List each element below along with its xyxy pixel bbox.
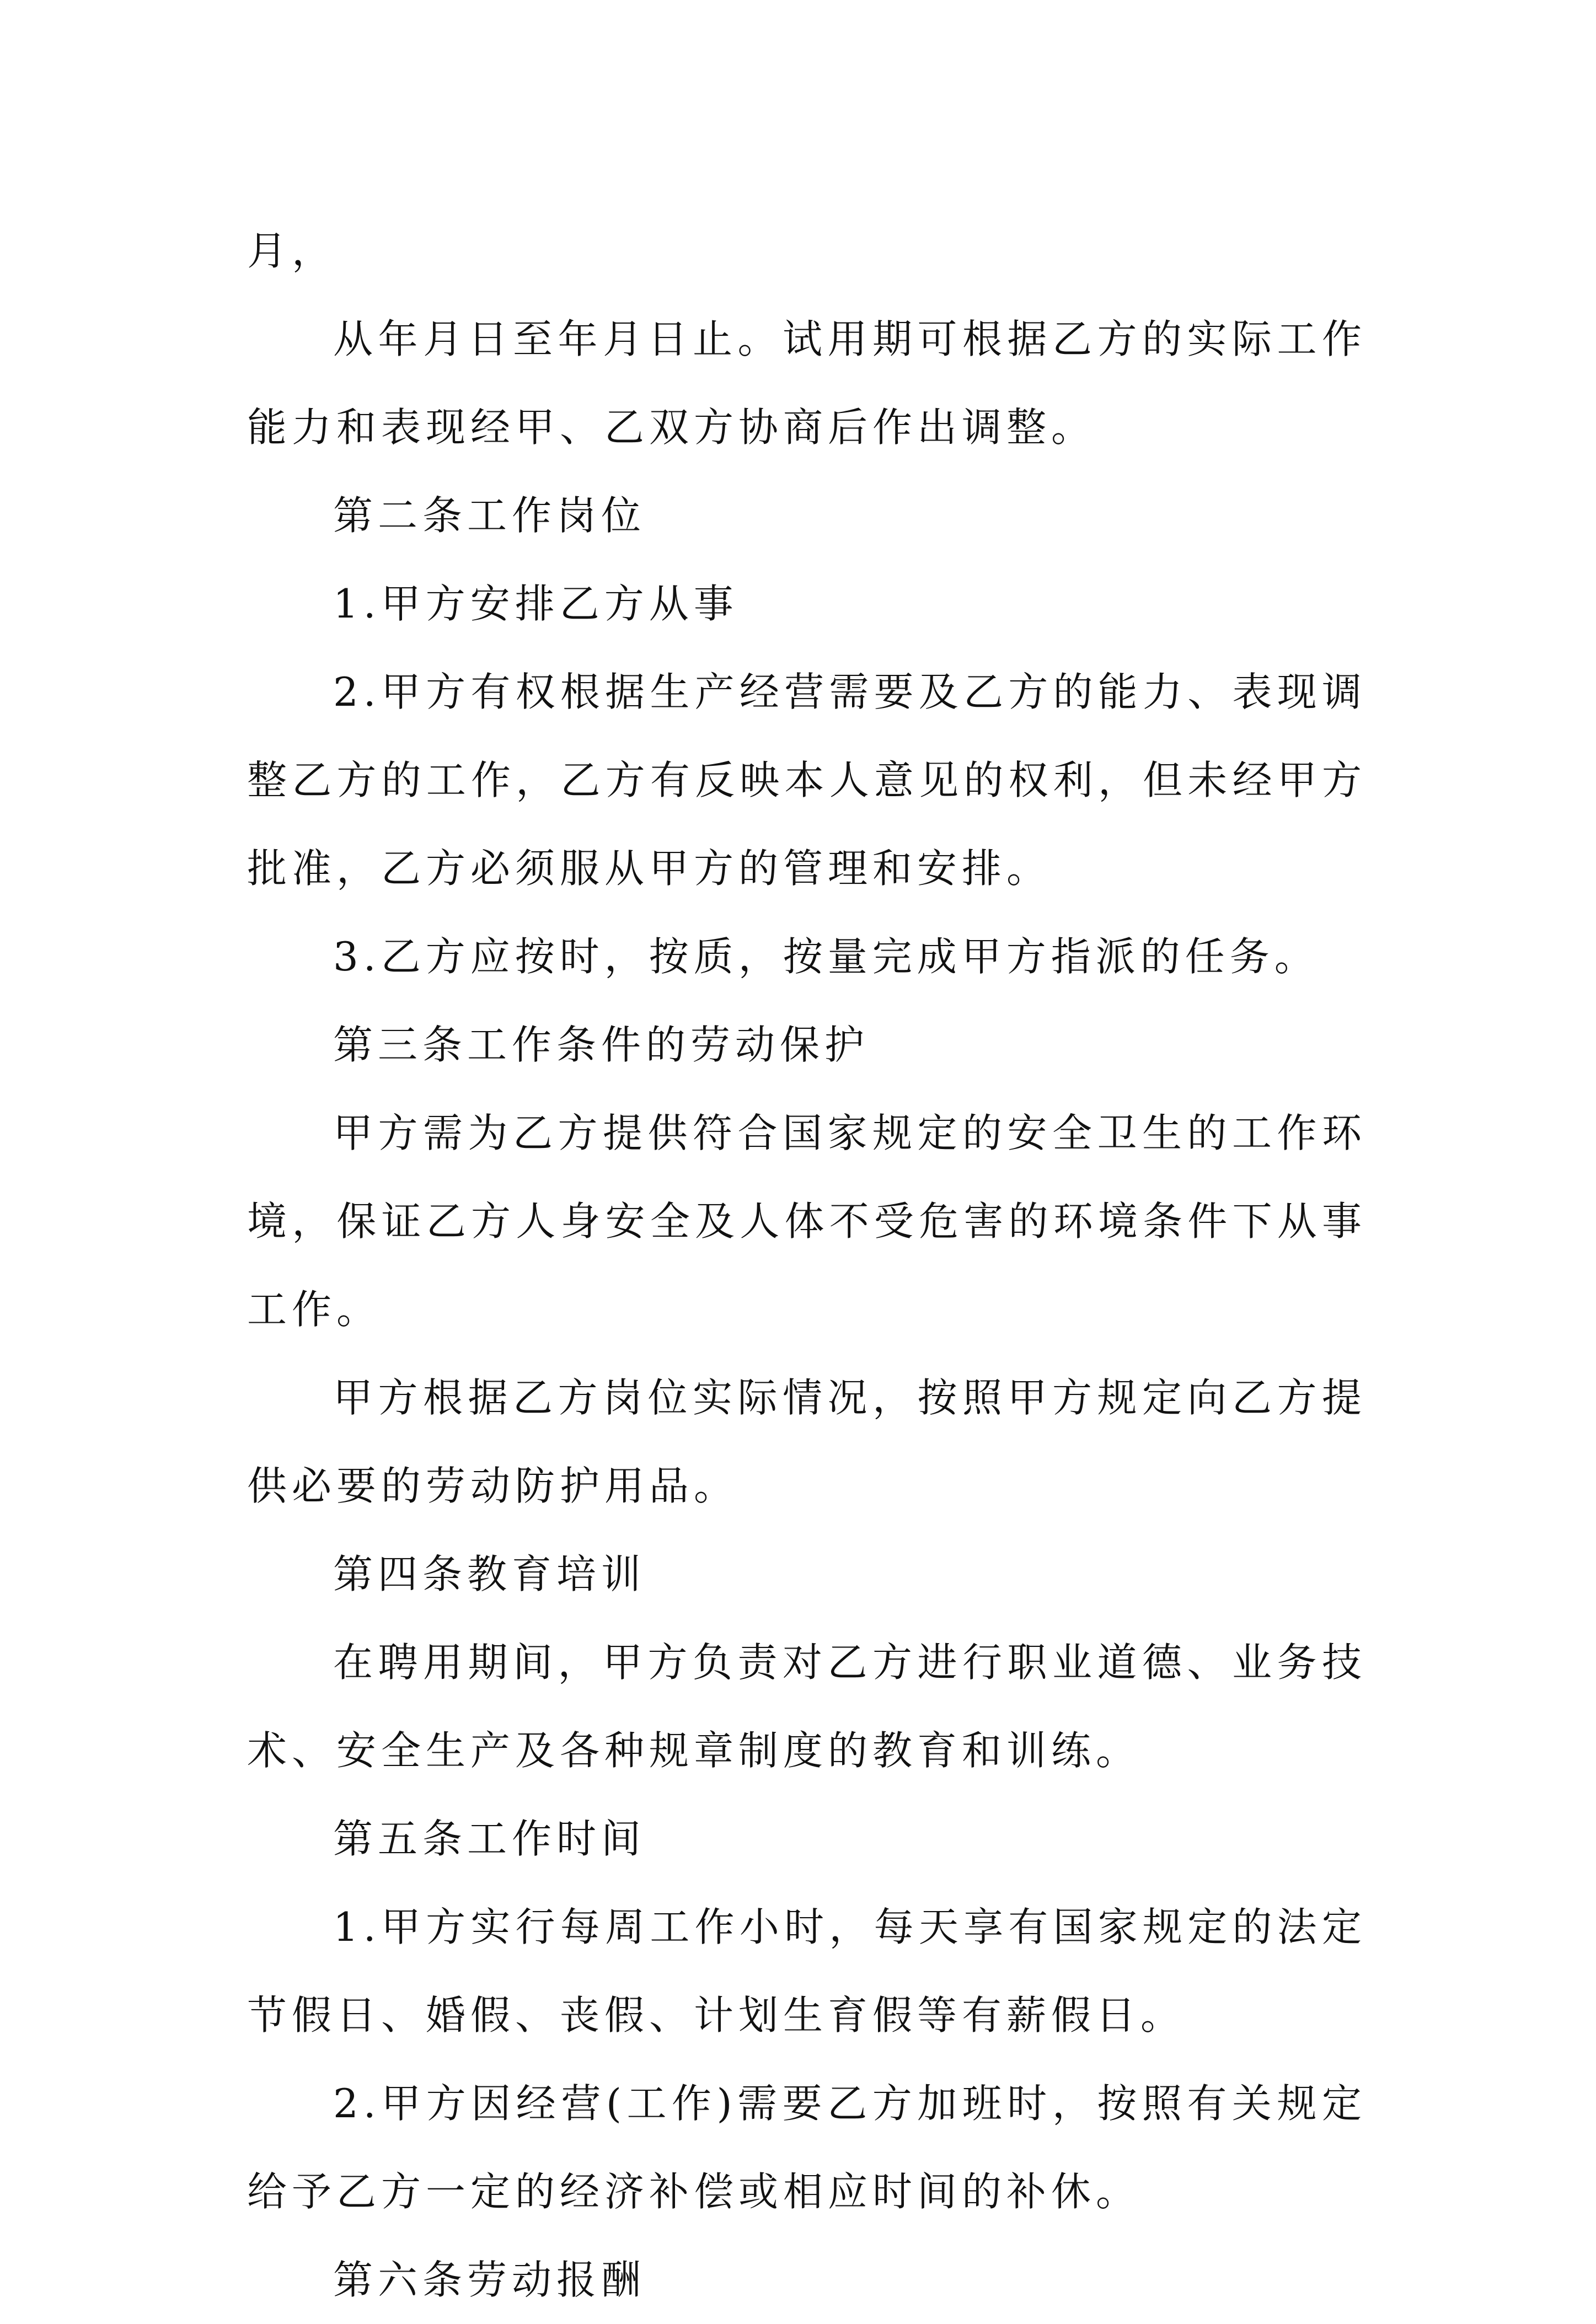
- section-heading: 第三条工作条件的劳动保护: [333, 1022, 870, 1068]
- paragraph: 1.甲方安排乙方从事: [333, 581, 738, 627]
- paragraph: 在聘用期间，甲方负责对乙方进行职业道德、业务技术、安全生产及各种规章制度的教育和训练。: [247, 1639, 1367, 1774]
- paragraph: 2.甲方有权根据生产经营需要及乙方的能力、表现调整乙方的工作，乙方有反映本人意见的权利，但未经甲方批准，乙方必须服从甲方的管理和安排。: [247, 669, 1367, 892]
- paragraph: 3.乙方应按时，按质，按量完成甲方指派的任务。: [333, 933, 1319, 980]
- paragraph: 甲方根据乙方岗位实际情况，按照甲方规定向乙方提供必要的劳动防护用品。: [247, 1375, 1367, 1509]
- document-body: [247, 207, 1367, 2324]
- paragraph: 1.甲方实行每周工作小时，每天享有国家规定的法定节假日、婚假、丧假、计划生育假等有薪假日。: [247, 1904, 1367, 2038]
- section-heading: 第五条工作时间: [333, 1816, 646, 1862]
- paragraph: 月，: [247, 228, 337, 274]
- paragraph: 从年月日至年月日止。试用期可根据乙方的实际工作能力和表现经甲、乙双方协商后作出调整。: [247, 316, 1367, 450]
- section-heading: 第六条劳动报酬: [333, 2257, 646, 2303]
- section-heading: 第四条教育培训: [333, 1551, 646, 1597]
- paragraph: 甲方需为乙方提供符合国家规定的安全卫生的工作环境，保证乙方人身安全及人体不受危害的环境条件下从事工作。: [247, 1110, 1367, 1333]
- section-heading: 第二条工作岗位: [333, 492, 646, 539]
- paragraph: 2.甲方因经营(工作)需要乙方加班时，按照有关规定给予乙方一定的经济补偿或相应时间的补休。: [247, 2080, 1367, 2215]
